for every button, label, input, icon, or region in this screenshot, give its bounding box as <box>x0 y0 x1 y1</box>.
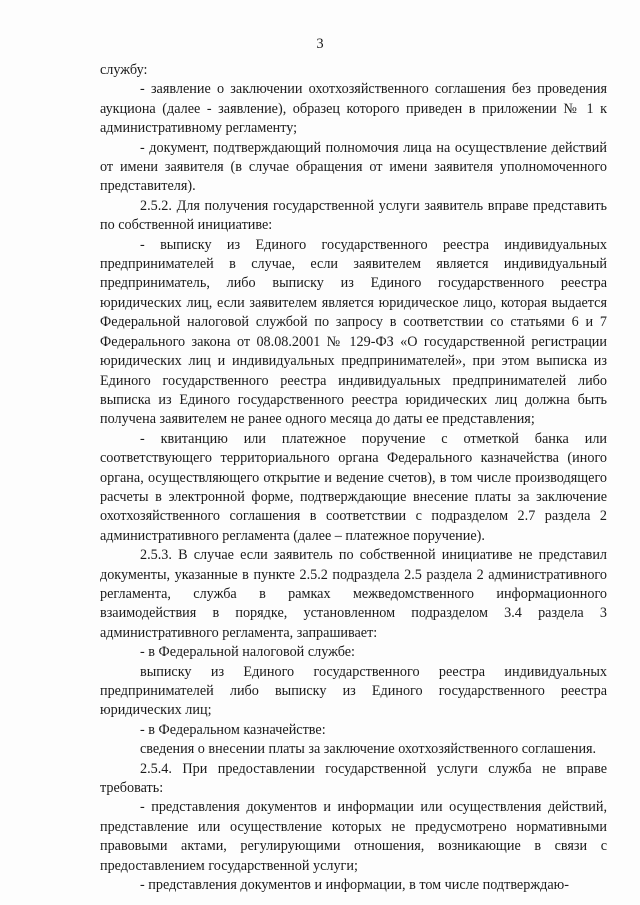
paragraph-8: - в Федеральной налоговой службе: <box>140 644 355 661</box>
page-number: 3 <box>316 36 324 52</box>
paragraph-4: 2.5.2. Для получения государственной услуги заявитель вправе представить по собственной инициативе: <box>100 197 607 234</box>
paragraph-7: 2.5.3. В случае если заявитель по собственной инициативе не представил документы, указанные в пункте 2.5.2 подраздела 2.5 раздела 2 административного регламента, служба в рамках межведомственного информационного взаимодействия в порядке, установленном подразделом 3.4 раздела 3 административного регламента, запрашивает: <box>100 547 607 641</box>
document-body <box>100 61 607 895</box>
paragraph-13: - представления документов и информации или осуществления действий, представление или осуществление которых не предусмотрено нормативными правовыми актами, регулирующими отношения, возникающие в связи с предоставлением государственной услуги; <box>100 799 607 874</box>
paragraph-2: - заявление о заключении охотхозяйственного соглашения без проведения аукциона (далее - заявление), образец которого приведен в приложении № 1 к административному регламенту; <box>100 81 607 137</box>
paragraph-1: службу: <box>100 62 148 78</box>
paragraph-5: - выписку из Единого государственного реестра индивидуальных предпринимателей в случае, если заявителем является индивидуальный предприниматель, либо выписку из Единого государственного реестра юридических лиц, если заявителем является юридическое лицо, которая выдается Федеральной налоговой службой по запросу в соответствии со статьями 6 и 7 Федерального закона от 08.08.2001 № 129-ФЗ «О государственной регистрации юридических лиц и индивидуальных предпринимателей», при этом выписка из Единого государственного реестра индивидуальных предпринимателей либо выписка из Единого государственного реестра юридических лиц должна быть получена заявителем не ранее одного месяца до даты ее представления; <box>100 236 607 428</box>
paragraph-3: - документ, подтверждающий полномочия лица на осуществление действий от имени заявителя (в случае обращения от имени заявителя уполномоченного представителя). <box>100 139 607 195</box>
paragraph-14: - представления документов и информации, в том числе подтверждаю- <box>140 877 569 894</box>
paragraph-6: - квитанцию или платежное поручение с отметкой банка или соответствующего территориального органа Федерального казначейства (иного органа, осуществляющего открытие и ведение счетов), в том числе производящего расчеты в электронной форме, подтверждающие внесение платы за заключение охотхозяйственного соглашения в соответствии с подразделом 2.7 раздела 2 административного регламента (далее – платежное поручение). <box>100 430 607 544</box>
paragraph-12: 2.5.4. При предоставлении государственной услуги служба не вправе требовать: <box>100 760 607 797</box>
paragraph-11: сведения о внесении платы за заключение охотхозяйственного соглашения. <box>140 741 597 758</box>
paragraph-9: выписку из Единого государственного реестра индивидуальных предпринимателей либо выписку из Единого государственного реестра юридических лиц; <box>100 663 607 719</box>
paragraph-10: - в Федеральном казначействе: <box>140 721 326 738</box>
